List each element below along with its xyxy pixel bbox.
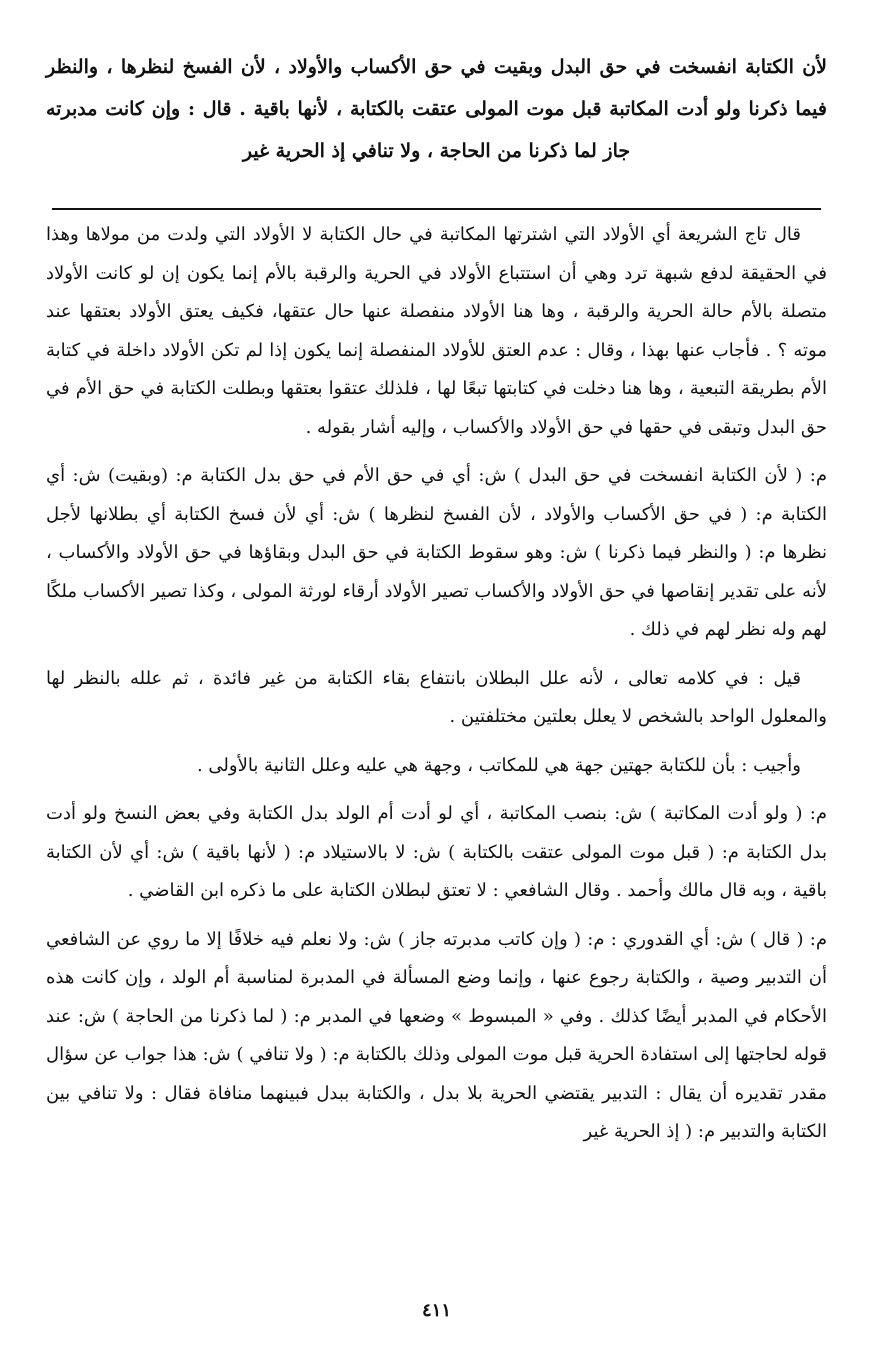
matn-text: لأن الكتابة انفسخت في حق البدل وبقيت في حق الأكساب والأولاد ، لأن الفسخ لنظرها ، والنظر فيما ذكرنا ولو أدت المكاتبة قبل موت المولى عتقت بالكتابة ، لأنها باقية . قال : وإن كانت مدبرته جاز لما ذكرنا من الحاجة ، ولا تنافي إذ الحرية غير	[46, 56, 827, 162]
commentary-block	[46, 216, 827, 1162]
commentary-paragraph: م: ( ولو أدت المكاتبة ) ش: بنصب المكاتبة ، أي لو أدت أم الولد بدل الكتابة وفي بعض النسخ ولو أدت بدل الكتابة م: ( قبل موت المولى عتقت بالكتابة ) ش: لا بالاستيلاد م: ( لأنها باقية ) ش: أي لأن الكتابة باقية ، وبه قال مالك وأحمد . وقال الشافعي : لا تعتق لبطلان الكتابة على ما ذكره ابن القاضي .	[46, 803, 827, 901]
commentary-paragraph: قيل : في كلامه تعالى ، لأنه علل البطلان بانتفاع بقاء الكتابة من غير فائدة ، ثم علله بالنظر لها والمعلول الواحد بالشخص لا يعلل بعلتين مختلفتين .	[46, 667, 827, 727]
commentary-paragraph: وأجيب : بأن للكتابة جهتين جهة هي للمكاتب ، وجهة هي عليه وعلل الثانية بالأولى .	[196, 754, 801, 776]
commentary-paragraph: م: ( قال ) ش: أي القدوري : م: ( وإن كاتب مدبرته جاز ) ش: ولا نعلم فيه خلافًا إلا ما روي عن الشافعي أن التدبير وصية ، والكتابة رجوع عنها ، وإنما وضع المسألة في المدبرة لمناسبة أم الولد ، وإن كانت هذه الأحكام في المدبر أيضًا كذلك . وفي « المبسوط » وضعها في المدبر م: ( لما ذكرنا من الحاجة ) ش: عند قوله لحاجتها إلى استفادة الحرية قبل موت المولى وذلك بالكتابة م: ( ولا تنافي ) ش: هذا جواب عن سؤال مقدر تقديره أن يقال : التدبير يقتضي الحرية بلا بدل ، والكتابة ببدل فبينهما منافاة فقال : ولا تنافي بين الكتابة والتدبير م: ( إذ الحرية غير	[46, 928, 828, 1142]
separator-rule	[52, 208, 821, 210]
page-number: ٤١١	[421, 1300, 451, 1321]
commentary-paragraph: م: ( لأن الكتابة انفسخت في حق البدل ) ش: أي في حق الأم في حق بدل الكتابة م: (وبقيت) ش: أي الكتابة م: ( في حق الأكساب والأولاد ، لأن الفسخ لنظرها ) ش: أي لأن فسخ الكتابة أي بطلانها لأجل نظرها م: ( والنظر فيما ذكرنا ) ش: وهو سقوط الكتابة في حق البدل وبقاؤها في حق الأولاد والأكساب ، لأنه على تقدير إنقاصها في حق الأولاد والأكساب تصير الأولاد أرقاء لورثة المولى ، وكذا تصير الأكساب ملكًا لهم وله نظر لهم في ذلك .	[46, 465, 828, 640]
commentary-paragraph: قال تاج الشريعة أي الأولاد التي اشترتها المكاتبة في حال الكتابة لا الأولاد التي ولدت من مولاها وهذا في الحقيقة لدفع شبهة ترد وهي أن استتباع الأولاد في الحرية والرقبة بالأم إنما يكون إن لو كانت الأولاد متصلة بالأم حالة الحرية والرقبة ، وها هنا الأولاد منفصلة عنها حال عتقها، فكيف يعتق الأولاد بعتقها عند موته ؟ . فأجاب عنها بهذا ، وقال : عدم العتق للأولاد المنفصلة إنما يكون إذا لم تكن الأولاد داخلة في كتابة الأم بطريقة التبعية ، وها هنا دخلت في كتابتها تبعًا لها ، فلذلك عتقوا بعتقها وبطلت الكتابة في حق الأم في حق البدل وتبقى في حقها في حق الأولاد والأكساب ، وإليه أشار بقوله .	[46, 224, 827, 438]
